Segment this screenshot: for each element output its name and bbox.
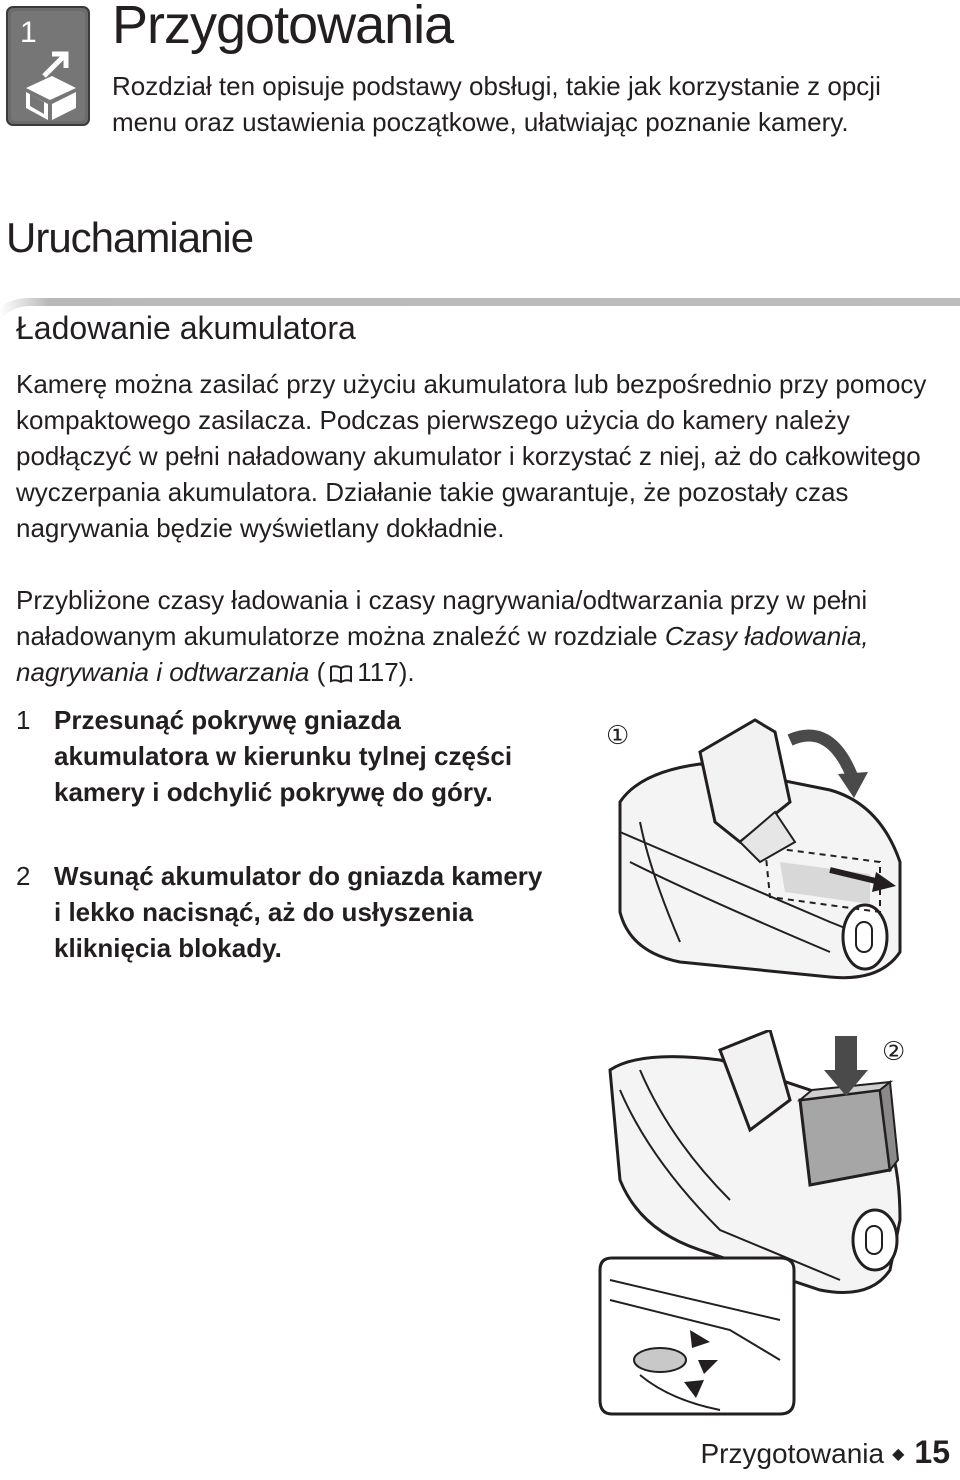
- step-number: 2: [16, 861, 31, 891]
- page-number: 15: [914, 1434, 950, 1470]
- subsection-title: Ładowanie akumulatora: [16, 310, 356, 346]
- illustration-marker: ①: [606, 721, 630, 751]
- illustration-marker: ②: [882, 1037, 906, 1067]
- step-text: Wsunąć akumulator do gniazda kamery i lekko nacisnąć, aż do usłyszenia kliknięcia blokady.: [54, 861, 543, 963]
- camera-open-cover-illustration: [580, 712, 950, 1012]
- footer-chapter-label: Przygotowania: [700, 1438, 885, 1469]
- paragraph-reference: [16, 582, 952, 690]
- section-title: Uruchamianie: [6, 214, 254, 261]
- chapter-intro: Rozdział ten opisuje podstawy obsługi, takie jak korzystanie z opcji menu oraz ustawienia początkowe, ułatwiając poznanie kamery.: [112, 71, 881, 137]
- cross-reference-link[interactable]: Czasy ładowania, nagrywania i odtwarzania: [16, 621, 869, 687]
- box-arrow-icon: [22, 48, 80, 120]
- step-number: 1: [16, 705, 31, 735]
- chapter-number: 1: [20, 16, 37, 49]
- step-2: [16, 858, 556, 966]
- camera-insert-battery-illustration: [580, 1030, 950, 1420]
- chapter-badge: [6, 6, 90, 126]
- chapter-title: Przygotowania: [112, 0, 454, 55]
- book-icon: [329, 664, 353, 684]
- paragraph-reference-text: Przybliżone czasy ładowania i czasy nagrywania/odtwarzania przy w pełni naładowanym akumulatorze można znaleźć w rozdziale: [16, 585, 868, 651]
- paren-open: (: [309, 657, 326, 687]
- page-footer: [700, 1434, 950, 1471]
- step-1: [16, 702, 556, 810]
- paragraph-intro: Kamerę można zasilać przy użyciu akumulatora lub bezpośrednio przy pomocy kompaktowego zasilacza. Podczas pierwszego użycia do kamery należy podłączyć w pełni naładowany akumulator i korzystać z niej, aż do całkowitego wyczerpania akumulatora. Działanie takie gwarantuje, że pozostały czas nagrywania będzie wyświetlany dokładnie.: [16, 369, 927, 543]
- diamond-icon: ◆: [892, 1446, 905, 1463]
- paragraph-reference-end: ).: [398, 657, 415, 687]
- page-reference[interactable]: 117: [357, 657, 399, 687]
- step-text: Przesunąć pokrywę gniazda akumulatora w kierunku tylnej części kamery i odchylić pokrywę do góry.: [54, 705, 513, 807]
